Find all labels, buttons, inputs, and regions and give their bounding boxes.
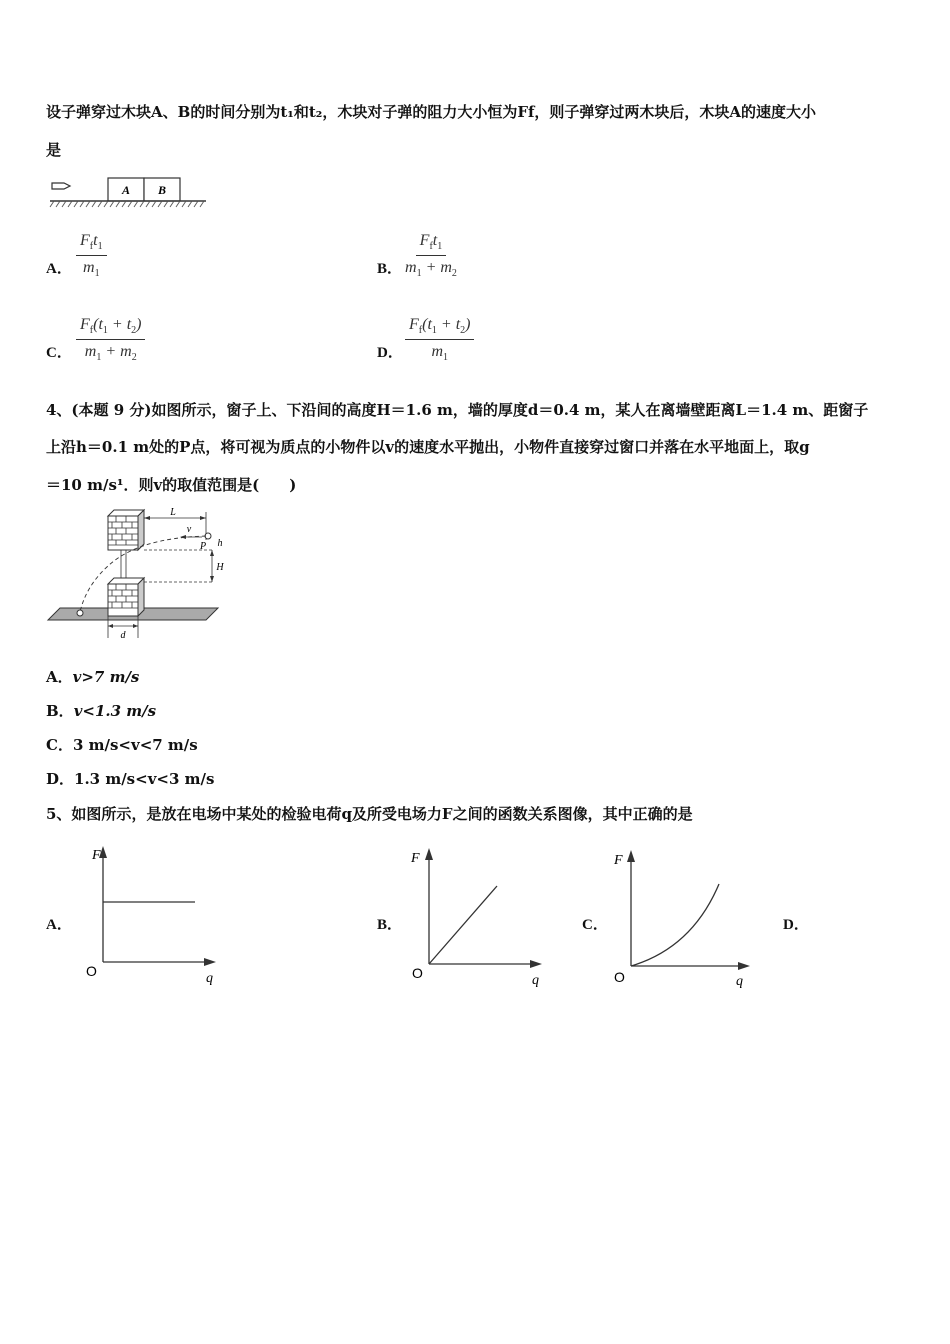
q3-stem-line2: 是 [46, 141, 62, 159]
q5-option-c-label[interactable]: C． [582, 917, 608, 933]
graph-c-y-label: F [614, 853, 623, 868]
graph-b-y-label: F [411, 851, 420, 866]
graph-c-x-label: q [736, 974, 743, 989]
q3-option-b-formula: $F_ft_1$ $m_1 + m_2$ [405, 232, 457, 280]
q5-graph-c [612, 848, 752, 990]
q4-figure-wall-window [46, 504, 224, 642]
graph-a-y-label: F [92, 848, 101, 863]
q5-stem-line1: 5、如图所示，是放在电场中某处的检验电荷q及所受电场力F之间的函数关系图像，其中正确的是 [46, 805, 693, 823]
q4-option-d[interactable]: D．1.3 m/s<v<3 m/s [46, 770, 215, 788]
label-L: L [170, 507, 176, 518]
q4-option-a[interactable]: A．v>7 m/s [46, 668, 140, 686]
q3-option-d-label[interactable]: D． [377, 345, 403, 361]
q3-option-c-label[interactable]: C． [46, 345, 72, 361]
graph-b-origin: O [412, 965, 423, 981]
q3-figure-bullet-blocks [48, 176, 208, 210]
graph-c-curve [631, 884, 719, 966]
landing-point [77, 610, 83, 616]
graph-a-origin: O [86, 963, 97, 979]
q3-option-a-formula: $F_ft_1$ $m_1$ [76, 232, 107, 279]
q5-graph-b [408, 846, 548, 988]
lower-wall [108, 578, 144, 616]
label-v: v [186, 524, 192, 535]
q4-option-c[interactable]: C．3 m/s<v<7 m/s [46, 736, 198, 754]
bullet-icon [52, 183, 70, 189]
q5-option-b-label[interactable]: B． [377, 917, 403, 933]
label-d: d [120, 630, 126, 641]
block-a-label: A [121, 183, 131, 197]
label-h: h [217, 538, 223, 549]
q3-option-b-label[interactable]: B． [377, 261, 403, 277]
graph-b-curve [429, 886, 497, 964]
block-b-label: B [157, 183, 167, 197]
graph-a-x-label: q [206, 971, 213, 986]
q4-option-b[interactable]: B．v<1.3 m/s [46, 702, 157, 720]
graph-b-x-label: q [532, 973, 539, 988]
q4-stem-line3: ＝10 m/s¹．则v的取值范围是( ) [46, 476, 297, 494]
q3-option-d-formula: $\frac{F_f(t_1 + t_2)}{m_1}$ [405, 316, 474, 363]
label-P: P [199, 541, 207, 552]
label-H: H [216, 562, 224, 573]
graph-c-origin: O [614, 969, 625, 985]
upper-wall [108, 510, 144, 550]
q5-graph-a [82, 844, 222, 986]
q5-option-d-label[interactable]: D． [783, 917, 809, 933]
q5-option-a-label[interactable]: A． [46, 917, 72, 933]
q3-stem-line1: 设子弹穿过木块A、B的时间分别为t₁和t₂，木块对子弹的阻力大小恒为Ff，则子弹穿过两木块后，木块A的速度大小 [46, 103, 817, 121]
q4-stem-line2: 上沿h＝0.1 m处的P点，将可视为质点的小物件以v的速度水平抛出，小物件直接穿过窗口并落在水平地面上，取g [46, 438, 810, 456]
q3-option-a-label[interactable]: A． [46, 261, 72, 277]
q3-option-c-formula: $\frac{F_f(t_1 + t_2)}{m_1 + m_2}$ [76, 316, 145, 363]
q4-stem-line1: 4、(本题 9 分)如图所示，窗子上、下沿间的高度H＝1.6 m，墙的厚度d＝0.4 m，某人在离墙壁距离L＝1.4 m、距窗子 [46, 401, 869, 419]
